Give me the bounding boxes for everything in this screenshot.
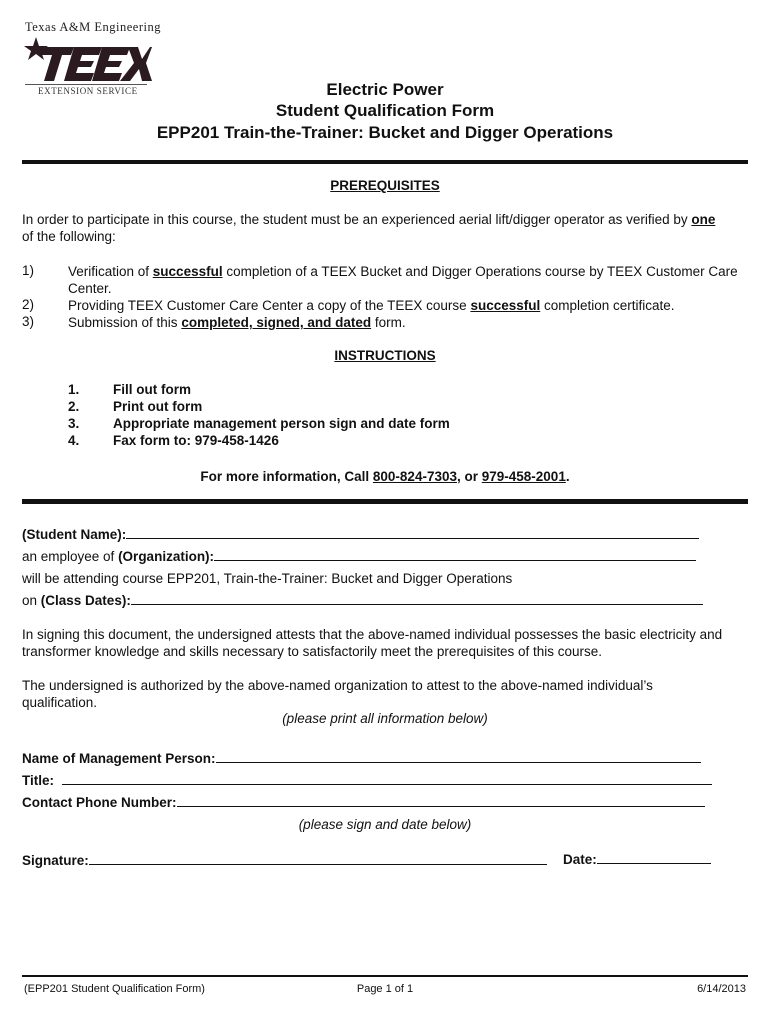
intro-text-one: one — [691, 212, 716, 227]
sign-note: (please sign and date below) — [298, 817, 472, 832]
instr-item-1: Fill out form — [113, 382, 191, 397]
organization-field[interactable] — [214, 549, 696, 561]
more-info-a: For more information, Call — [200, 469, 373, 484]
contact-phone-field[interactable] — [177, 795, 705, 807]
prereq-num-1: 1) — [22, 263, 35, 278]
phone-link-2[interactable]: 979-458-2001 — [481, 469, 566, 484]
prerequisites-heading: PREREQUISITES — [330, 178, 440, 193]
instructions-divider — [22, 499, 748, 504]
mgmt-person-label: Name of Management Person: — [22, 751, 216, 766]
prereq-item-3 — [68, 314, 758, 331]
prereq-1-c: completion of a TEEX Bucket and Digger Operations course by TEEX Customer Care — [222, 264, 738, 279]
instr-num-4: 4. — [68, 433, 80, 448]
instructions-heading: INSTRUCTIONS — [334, 348, 436, 363]
footer-divider — [22, 975, 748, 977]
organization-row — [22, 548, 748, 565]
phone-link-1[interactable]: 800-824-7303 — [372, 469, 457, 484]
prereq-3-b: completed, signed, and dated — [181, 315, 372, 330]
print-note: (please print all information below) — [282, 711, 488, 726]
instr-num-3: 3. — [68, 416, 80, 431]
date-field[interactable] — [597, 852, 711, 864]
attest-paragraph — [22, 626, 748, 660]
footer-left: (EPP201 Student Qualification Form) — [24, 983, 205, 995]
logo-bottom-text: EXTENSION SERVICE — [38, 86, 138, 96]
authorized-line-1: The undersigned is authorized by the above-named organization to attest to the above-named individual’s — [22, 678, 653, 693]
prerequisites-intro — [22, 211, 748, 245]
authorized-line-2: qualification. — [22, 695, 98, 710]
signature-label: Signature: — [22, 853, 89, 868]
prereq-1-d: Center. — [68, 281, 112, 296]
prereq-3-c: form. — [371, 315, 406, 330]
contact-phone-label: Contact Phone Number: — [22, 795, 177, 810]
attest-line-1: In signing this document, the undersigned attests that the above-named individual possesses the basic electricity and — [22, 627, 723, 642]
on-prefix: on — [22, 593, 41, 608]
prereq-item-2 — [68, 297, 758, 314]
prereq-2-b: successful — [470, 298, 541, 313]
attest-line-2: transformer knowledge and skills necessary to satisfactorily meet the prerequisites of this course. — [22, 644, 603, 659]
header-line3: EPP201 Train-the-Trainer: Bucket and Digger Operations — [156, 123, 614, 142]
header-line1: Electric Power — [326, 80, 444, 99]
footer-date: 6/14/2013 — [697, 983, 746, 995]
intro-text-c: of the following: — [22, 229, 116, 244]
title-label: Title: — [22, 773, 55, 788]
more-info-c: . — [565, 469, 570, 484]
date-label: Date: — [563, 852, 597, 867]
title-row — [22, 772, 748, 789]
date-row — [563, 852, 711, 867]
teex-logo — [22, 33, 152, 85]
instr-num-2: 2. — [68, 399, 80, 414]
prereq-num-2: 2) — [22, 297, 35, 312]
footer-page: Page 1 of 1 — [356, 983, 414, 995]
prereq-2-a: Providing TEEX Customer Care Center a copy of the TEEX course — [68, 298, 471, 313]
contact-phone-row — [22, 794, 748, 811]
instr-item-2: Print out form — [113, 399, 203, 414]
prereq-1-b: successful — [152, 264, 223, 279]
prereq-3-a: Submission of this — [68, 315, 182, 330]
prereq-1-a: Verification of — [68, 264, 153, 279]
student-name-row — [22, 526, 748, 543]
student-name-label: (Student Name): — [22, 527, 127, 542]
prereq-num-3: 3) — [22, 314, 35, 329]
instr-item-4: Fax form to: 979-458-1426 — [113, 433, 279, 448]
logo-top-text: Texas A&M Engineering — [25, 20, 161, 34]
class-dates-label: (Class Dates): — [40, 593, 131, 608]
authorized-paragraph — [22, 677, 748, 711]
instr-item-3: Appropriate management person sign and date form — [113, 416, 450, 431]
class-dates-field[interactable] — [131, 593, 703, 605]
title-field[interactable] — [62, 773, 712, 785]
signature-field[interactable] — [89, 853, 547, 865]
instr-num-1: 1. — [68, 382, 80, 397]
prereq-2-c: completion certificate. — [540, 298, 675, 313]
mgmt-person-row — [22, 750, 748, 767]
intro-text-a: In order to participate in this course, the student must be an experienced aerial lift/digger operator as verified by — [22, 212, 692, 227]
class-dates-row — [22, 592, 748, 609]
prereq-item-1 — [68, 263, 758, 297]
attending-text: will be attending course EPP201, Train-the-Trainer: Bucket and Digger Operations — [22, 571, 513, 586]
more-info-line — [0, 469, 770, 484]
logo-main-text: TEEX — [22, 33, 25, 34]
employee-prefix: an employee of — [22, 549, 119, 564]
header-divider — [22, 160, 748, 164]
mgmt-person-field[interactable] — [216, 751, 701, 763]
organization-label: (Organization): — [118, 549, 215, 564]
header-line2: Student Qualification Form — [275, 101, 495, 120]
student-name-field[interactable] — [126, 527, 699, 539]
more-info-b: , or — [456, 469, 482, 484]
